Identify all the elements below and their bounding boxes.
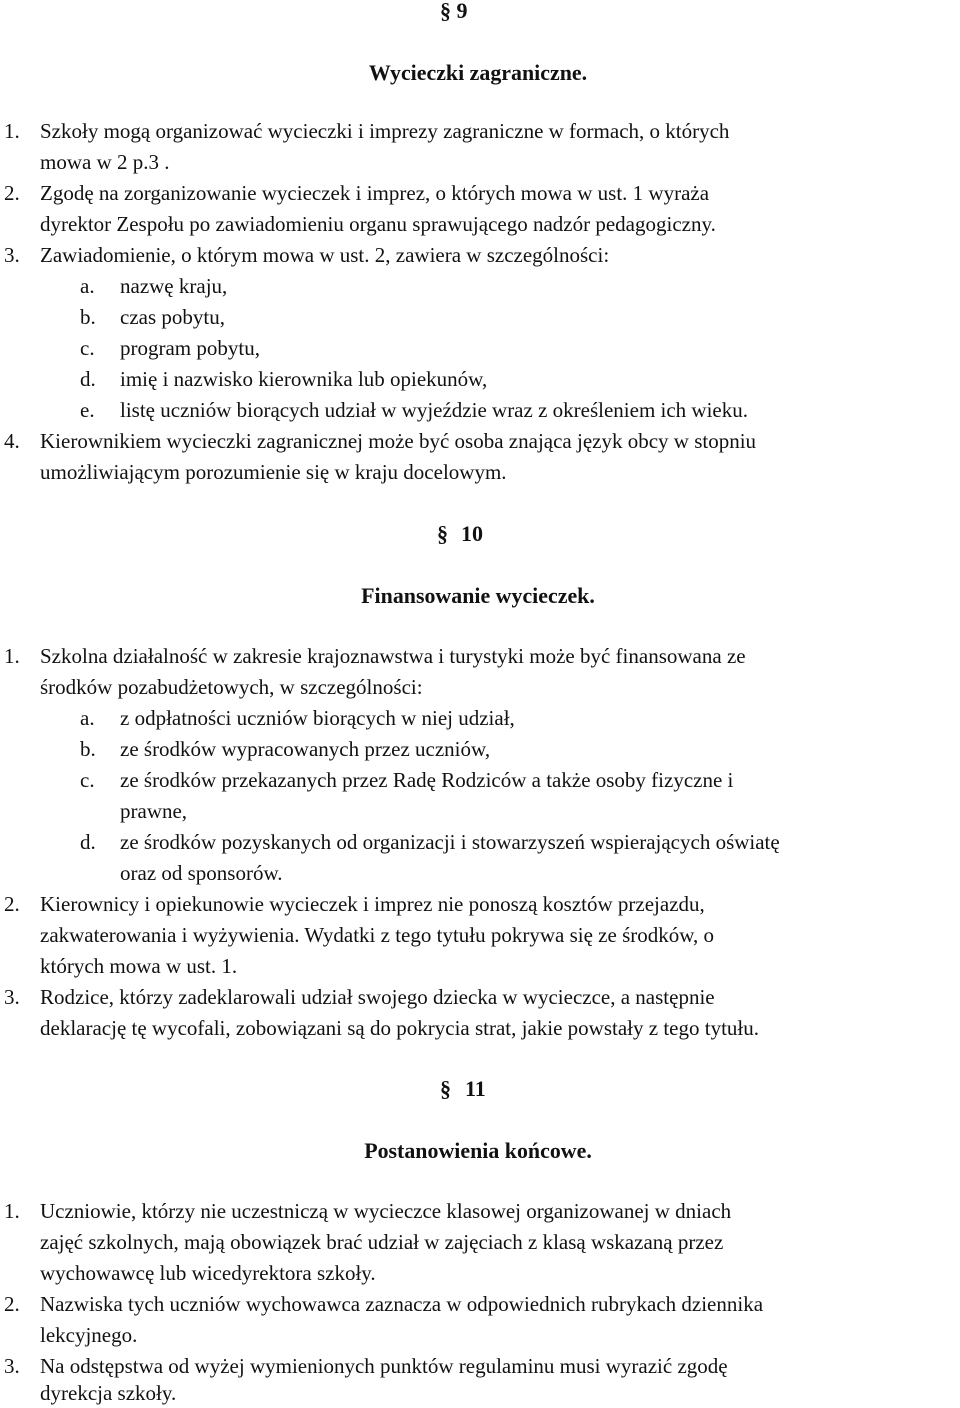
s10-sub-c-line-1: ze środków przekazanych przez Radę Rodziców a także osoby fizyczne i <box>120 768 734 792</box>
s10-item-2-num: 2. <box>4 892 20 916</box>
s10-item-1-line-1: Szkolna działalność w zakresie krajoznawstwa i turystyki może być finansowana ze <box>40 644 746 668</box>
s11-item-1-line-1: Uczniowie, którzy nie uczestniczą w wycieczce klasowej organizowanej w dniach <box>40 1199 732 1223</box>
s9-sub-c-text: program pobytu, <box>120 336 260 360</box>
s10-sub-c-line-2: prawne, <box>120 799 188 823</box>
s10-sub-b-line-1: ze środków wypracowanych przez uczniów, <box>120 737 491 761</box>
section-10-number: 10 <box>461 521 483 546</box>
s10-item-2-line-3: których mowa w ust. 1. <box>40 954 238 978</box>
s10-item-2-line-2: zakwaterowania i wyżywienia. Wydatki z tego tytułu pokrywa się ze środków, o <box>40 923 715 947</box>
s9-item-4-num: 4. <box>4 429 20 453</box>
s10-sub-d-line-1: ze środków pozyskanych od organizacji i stowarzyszeń wspierających oświatę <box>120 830 780 854</box>
s9-item-3-line-1: Zawiadomienie, o którym mowa w ust. 2, zawiera w szczególności: <box>40 243 610 267</box>
section-10-sign: § <box>437 521 448 546</box>
section-9-title: Wycieczki zagraniczne. <box>368 60 588 85</box>
s9-sub-e-letter: e. <box>80 398 95 422</box>
s11-item-3-num: 3. <box>4 1354 20 1378</box>
s9-sub-d-text: imię i nazwisko kierownika lub opiekunów, <box>120 367 488 391</box>
s9-item-2-num: 2. <box>4 181 20 205</box>
s9-item-1-line-2: mowa w 2 p.3 . <box>40 150 170 174</box>
s9-sub-c-letter: c. <box>80 336 95 360</box>
s11-item-1-num: 1. <box>4 1199 20 1223</box>
s9-item-2-line-2: dyrektor Zespołu po zawiadomieniu organu sprawującego nadzór pedagogiczny. <box>40 212 716 236</box>
s9-sub-d-letter: d. <box>80 367 96 391</box>
section-11-sign: § <box>440 1076 451 1101</box>
s9-item-3-num: 3. <box>4 243 20 267</box>
s10-item-3-line-2: deklarację tę wycofali, zobowiązani są do pokrycia strat, jakie powstały z tego tytułu. <box>40 1016 759 1040</box>
s10-sub-b-letter: b. <box>80 737 96 761</box>
s10-sub-d-letter: d. <box>80 830 96 854</box>
s11-item-3-line-2: dyrekcja szkoły. <box>40 1381 177 1405</box>
s9-sub-a-letter: a. <box>80 274 95 298</box>
s11-item-1-line-3: wychowawcę lub wicedyrektora szkoły. <box>40 1261 376 1285</box>
s10-item-1-num: 1. <box>4 644 20 668</box>
s10-item-3-num: 3. <box>4 985 20 1009</box>
s10-item-2-line-1: Kierownicy i opiekunowie wycieczek i imprez nie ponoszą kosztów przejazdu, <box>40 892 705 916</box>
s9-item-2-line-1: Zgodę na zorganizowanie wycieczek i imprez, o których mowa w ust. 1 wyraża <box>40 181 710 205</box>
s9-sub-e-text: listę uczniów biorących udział w wyjeździe wraz z określeniem ich wieku. <box>120 398 749 422</box>
s10-sub-a-line-1: z odpłatności uczniów biorących w niej udział, <box>120 706 515 730</box>
s11-item-2-line-1: Nazwiska tych uczniów wychowawca zaznacza w odpowiednich rubrykach dziennika <box>40 1292 764 1316</box>
section-11-title: Postanowienia końcowe. <box>364 1138 592 1163</box>
s9-item-1-line-1: Szkoły mogą organizować wycieczki i imprezy zagraniczne w formach, o których <box>40 119 730 143</box>
s10-item-3-line-1: Rodzice, którzy zadeklarowali udział swojego dziecka w wycieczce, a następnie <box>40 985 715 1009</box>
s9-sub-a-text: nazwę kraju, <box>120 274 228 298</box>
s9-item-4-line-1: Kierownikiem wycieczki zagranicznej może być osoba znająca język obcy w stopniu <box>40 429 757 453</box>
s10-sub-d-line-2: oraz od sponsorów. <box>120 861 283 885</box>
s10-item-1-line-2: środków pozabudżetowych, w szczególności: <box>40 675 423 699</box>
s10-sub-a-letter: a. <box>80 706 95 730</box>
section-11-number: 11 <box>465 1076 486 1101</box>
section-10-title: Finansowanie wycieczek. <box>361 583 595 608</box>
s9-item-4-line-2: umożliwiającym porozumienie się w kraju docelowym. <box>40 460 507 484</box>
s11-item-2-line-2: lekcyjnego. <box>40 1323 138 1347</box>
s9-sub-b-letter: b. <box>80 305 96 329</box>
s11-item-1-line-2: zajęć szkolnych, mają obowiązek brać udział w zajęciach z klasą wskazaną przez <box>40 1230 724 1254</box>
s10-sub-c-letter: c. <box>80 768 95 792</box>
section-9-sign: § 9 <box>440 0 468 23</box>
s11-item-2-num: 2. <box>4 1292 20 1316</box>
s11-item-3-line-1: Na odstępstwa od wyżej wymienionych punktów regulaminu musi wyrazić zgodę <box>40 1354 728 1378</box>
s9-sub-b-text: czas pobytu, <box>120 305 225 329</box>
s9-item-1-num: 1. <box>4 119 20 143</box>
